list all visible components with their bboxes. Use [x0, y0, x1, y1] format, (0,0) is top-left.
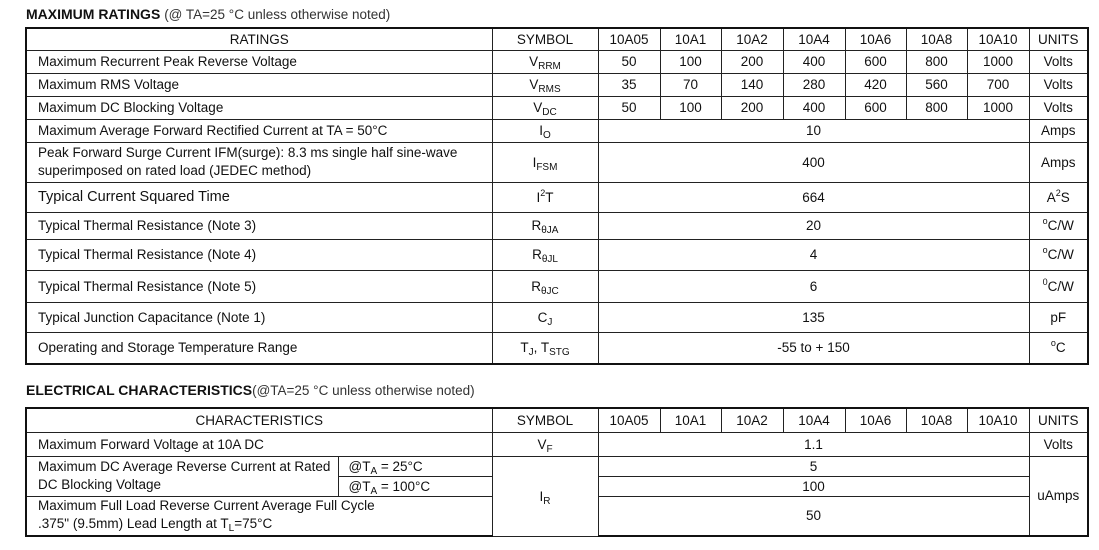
table-row	[26, 302, 1088, 332]
value-cell: 1000	[967, 50, 1029, 73]
characteristic-label	[26, 496, 492, 536]
table-row	[26, 239, 1088, 270]
value-cell: 400	[783, 50, 845, 73]
rating-label: Typical Thermal Resistance (Note 5)	[26, 270, 492, 302]
value-cell: 600	[845, 50, 906, 73]
header-part: 10A4	[783, 408, 845, 432]
table-row	[26, 456, 1088, 476]
table-row	[26, 142, 1088, 182]
unit-cell: Volts	[1029, 73, 1088, 96]
value-cell: 400	[783, 96, 845, 119]
header-part: 10A2	[721, 408, 783, 432]
symbol-cell: $R_{\theta JL}$	[492, 239, 598, 270]
unit-cell: uAmps	[1029, 456, 1088, 536]
unit-cell: Amps	[1029, 119, 1088, 142]
unit-cell: $^o$C	[1029, 332, 1088, 364]
value-cell: 1.1	[598, 432, 1029, 456]
unit-cell: Volts	[1029, 96, 1088, 119]
symbol-cell: $I_{FSM}$	[492, 142, 598, 182]
characteristic-label-line: Maximum Full Load Reverse Current Average Full Cycle	[38, 497, 375, 513]
rating-label: Typical Thermal Resistance (Note 4)	[26, 239, 492, 270]
electrical-table	[25, 407, 1089, 537]
header-part: 10A2	[721, 28, 783, 50]
value-cell: -55 to + 150	[598, 332, 1029, 364]
value-cell: 135	[598, 302, 1029, 332]
condition-cell: $@T_A = 25^\circ C$	[338, 456, 492, 476]
table-row	[26, 96, 1088, 119]
value-cell: 420	[845, 73, 906, 96]
table-row	[26, 73, 1088, 96]
electrical-title	[26, 382, 475, 398]
symbol-cell: $T_J$, $T_{STG}$	[492, 332, 598, 364]
symbol-cell: $V_{RMS}$	[492, 73, 598, 96]
value-cell: 200	[721, 96, 783, 119]
unit-cell: $^0$C/W	[1029, 270, 1088, 302]
value-cell: 10	[598, 119, 1029, 142]
rating-label: Maximum Recurrent Peak Reverse Voltage	[26, 50, 492, 73]
table-row	[26, 332, 1088, 364]
value-cell: 100	[598, 476, 1029, 496]
value-cell: 4	[598, 239, 1029, 270]
rating-label: Operating and Storage Temperature Range	[26, 332, 492, 364]
value-cell: 800	[906, 50, 967, 73]
value-cell: 35	[598, 73, 660, 96]
rating-label: Maximum RMS Voltage	[26, 73, 492, 96]
header-part: 10A1	[660, 408, 721, 432]
value-cell: 664	[598, 182, 1029, 212]
unit-cell: $^o$C/W	[1029, 239, 1088, 270]
unit-cell: Volts	[1029, 432, 1088, 456]
table-row	[26, 50, 1088, 73]
header-symbol: SYMBOL	[492, 28, 598, 50]
rating-label: Maximum Average Forward Rectified Current at TA = 50°C	[26, 119, 492, 142]
max-ratings-header-row	[26, 28, 1088, 50]
rating-label: Peak Forward Surge Current IFM(surge): 8.3 ms single half sine-wave superimposed on rated load (JEDEC method)	[26, 142, 492, 182]
symbol-cell: $V_F$	[492, 432, 598, 456]
table-row	[26, 270, 1088, 302]
symbol-cell: $V_{DC}$	[492, 96, 598, 119]
value-cell: 20	[598, 212, 1029, 239]
value-cell: 50	[598, 96, 660, 119]
electrical-heading: ELECTRICAL CHARACTERISTICS	[26, 382, 253, 398]
rating-label: Typical Junction Capacitance (Note 1)	[26, 302, 492, 332]
value-cell: 400	[598, 142, 1029, 182]
rating-label: Maximum DC Blocking Voltage	[26, 96, 492, 119]
symbol-cell: $R_{\theta JC}$	[492, 270, 598, 302]
header-part: 10A6	[845, 408, 906, 432]
header-ratings: RATINGS	[26, 28, 492, 50]
characteristic-label: Maximum Forward Voltage at 10A DC	[26, 432, 492, 456]
rating-label: Typical Thermal Resistance (Note 3)	[26, 212, 492, 239]
symbol-cell: $V_{RRM}$	[492, 50, 598, 73]
value-cell: 5	[598, 456, 1029, 476]
header-part: 10A6	[845, 28, 906, 50]
value-cell: 50	[598, 50, 660, 73]
header-part: 10A05	[598, 408, 660, 432]
header-part: 10A05	[598, 28, 660, 50]
table-row	[26, 212, 1088, 239]
max-ratings-heading: MAXIMUM RATINGS	[26, 6, 161, 22]
rating-label: Typical Current Squared Time	[26, 182, 492, 212]
max-ratings-condition: (@ TA=25 °C unless otherwise noted)	[164, 7, 391, 22]
table-row	[26, 182, 1088, 212]
max-ratings-table	[25, 27, 1089, 365]
characteristic-label: Maximum DC Average Reverse Current at Rated DC Blocking Voltage	[26, 456, 338, 496]
value-cell: 140	[721, 73, 783, 96]
value-cell: 100	[660, 50, 721, 73]
value-cell: 700	[967, 73, 1029, 96]
max-ratings-title	[26, 6, 390, 22]
header-part: 10A1	[660, 28, 721, 50]
header-units: UNITS	[1029, 28, 1088, 50]
unit-cell: $A^2S$	[1029, 182, 1088, 212]
header-part: 10A10	[967, 28, 1029, 50]
characteristic-label-line: .375" (9.5mm) Lead Length at $T_L=75^\circ C$	[38, 515, 273, 534]
unit-cell: pF	[1029, 302, 1088, 332]
header-part: 10A10	[967, 408, 1029, 432]
value-cell: 600	[845, 96, 906, 119]
value-cell: 280	[783, 73, 845, 96]
value-cell: 70	[660, 73, 721, 96]
symbol-cell: $C_J$	[492, 302, 598, 332]
electrical-condition: (@TA=25 °C unless otherwise noted)	[252, 383, 475, 398]
header-symbol: SYMBOL	[492, 408, 598, 432]
value-cell: 1000	[967, 96, 1029, 119]
header-part: 10A8	[906, 28, 967, 50]
header-part: 10A8	[906, 408, 967, 432]
unit-cell: Amps	[1029, 142, 1088, 182]
header-units: UNITS	[1029, 408, 1088, 432]
condition-cell: $@T_A = 100^\circ C$	[338, 476, 492, 496]
symbol-cell: $I^2T$	[492, 182, 598, 212]
value-cell: 100	[660, 96, 721, 119]
unit-cell: $^o$C/W	[1029, 212, 1088, 239]
symbol-cell: $R_{\theta JA}$	[492, 212, 598, 239]
header-characteristics: CHARACTERISTICS	[26, 408, 492, 432]
value-cell: 6	[598, 270, 1029, 302]
symbol-cell: $I_O$	[492, 119, 598, 142]
table-row	[26, 432, 1088, 456]
value-cell: 200	[721, 50, 783, 73]
value-cell: 800	[906, 96, 967, 119]
header-part: 10A4	[783, 28, 845, 50]
value-cell: 50	[598, 496, 1029, 536]
symbol-cell: $I_R$	[492, 456, 598, 536]
electrical-header-row	[26, 408, 1088, 432]
value-cell: 560	[906, 73, 967, 96]
table-row	[26, 119, 1088, 142]
unit-cell: Volts	[1029, 50, 1088, 73]
